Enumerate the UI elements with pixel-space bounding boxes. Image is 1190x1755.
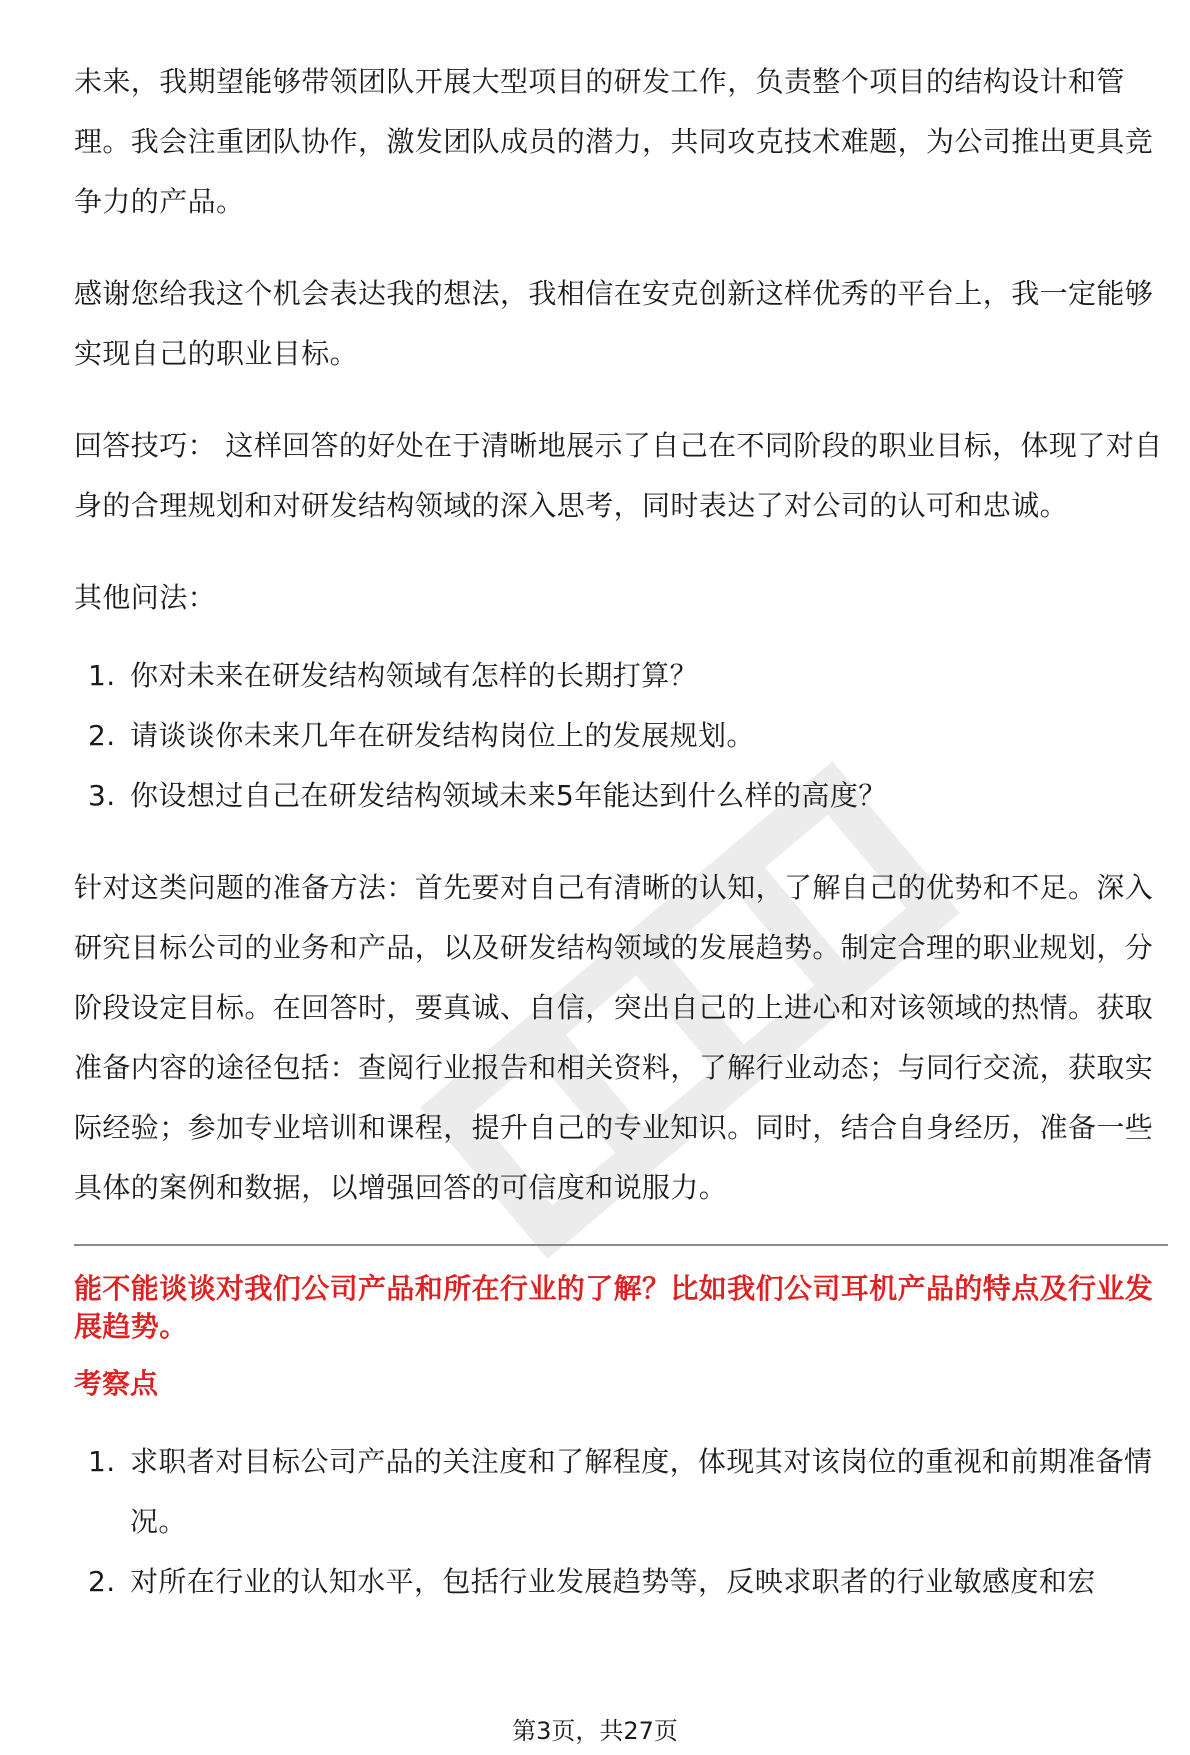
list-item-number: 1. [88,659,116,692]
list-item-text: 你对未来在研发结构领域有怎样的长期打算？ [130,659,699,692]
list-item [74,646,1168,706]
paragraph-other-asks-label: 其他问法： [74,581,217,614]
list-item-number: 2. [88,719,116,752]
other-questions-list [74,646,1168,826]
section-divider [74,1244,1168,1246]
list-item-text: 你设想过自己在研发结构领域未来5年能达到什么样的高度？ [130,779,887,812]
list-item [74,1432,1168,1552]
list-item-number: 1. [88,1445,116,1478]
list-item-number: 2. [88,1565,116,1598]
list-item-text: 请谈谈你未来几年在研发结构岗位上的发展规划。 [130,719,755,752]
main-content [74,52,1168,1612]
paragraph-thanks: 感谢您给我这个机会表达我的想法，我相信在安克创新这样优秀的平台上，我一定能够实现自己的职业目标。 [74,277,1154,370]
list-item [74,1552,1168,1612]
assessment-points-heading: 考察点 [74,1367,159,1400]
paragraph-future-goal: 未来，我期望能够带领团队开展大型项目的研发工作，负责整个项目的结构设计和管理。我会注重团队协作，激发团队成员的潜力，共同攻克技术难题，为公司推出更具竞争力的产品。 [74,65,1154,218]
paragraph-answer-tips: 回答技巧： 这样回答的好处在于清晰地展示了自己在不同阶段的职业目标，体现了对自身的合理规划和对研发结构领域的深入思考，同时表达了对公司的认可和忠诚。 [74,429,1163,522]
list-item-number: 3. [88,779,116,812]
assessment-points-list [74,1432,1168,1612]
paragraph-preparation: 针对这类问题的准备方法：首先要对自己有清晰的认知，了解自己的优势和不足。深入研究目标公司的业务和产品，以及研发结构领域的发展趋势。制定合理的职业规划，分阶段设定目标。在回答时，要真诚、自信，突出自己的上进心和对该领域的热情。获取准备内容的途径包括：查阅行业报告和相关资料，了解行业动态；与同行交流，获取实际经验；参加专业培训和课程，提升自己的专业知识。同时，结合自身经历，准备一些具体的案例和数据，以增强回答的可信度和说服力。 [74,871,1154,1204]
list-item-text: 对所在行业的认知水平，包括行业发展趋势等，反映求职者的行业敏感度和宏 [130,1565,1096,1598]
page-number-footer: 第3页，共27页 [512,1717,678,1745]
list-item [74,706,1168,766]
list-item [74,766,1168,826]
list-item-text: 求职者对目标公司产品的关注度和了解程度，体现其对该岗位的重视和前期准备情况。 [130,1445,1153,1538]
question-heading: 能不能谈谈对我们公司产品和所在行业的了解？比如我们公司耳机产品的特点及行业发展趋势。 [74,1272,1154,1343]
